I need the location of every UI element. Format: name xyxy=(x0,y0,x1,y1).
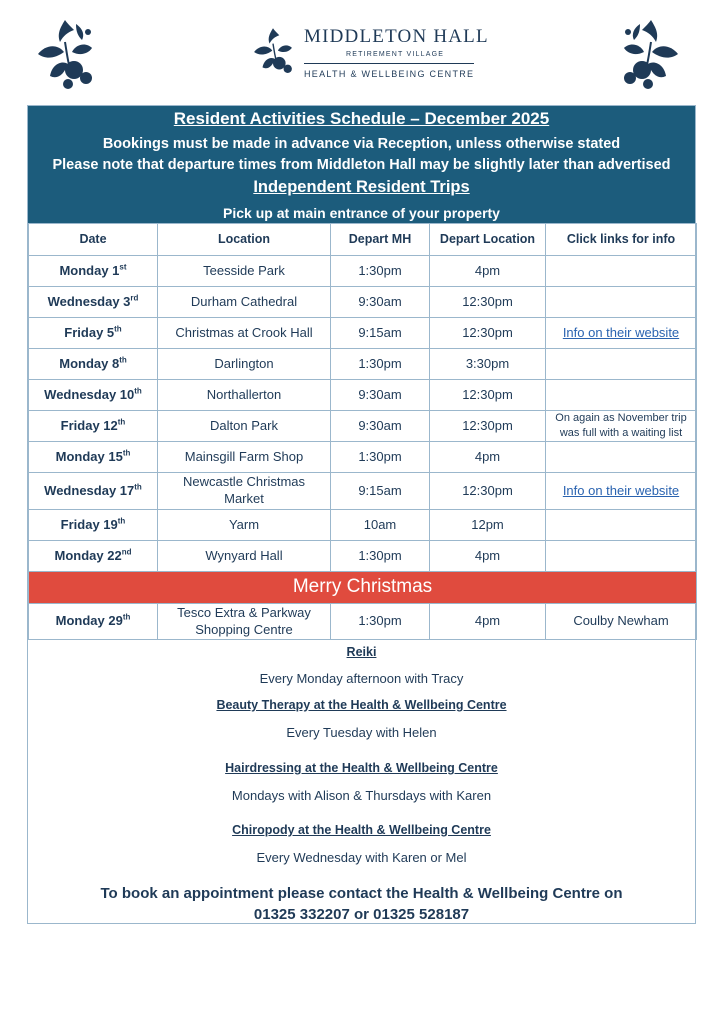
date-cell: Wednesday 10th xyxy=(29,380,158,411)
date-cell: Friday 19th xyxy=(29,510,158,541)
column-header: Location xyxy=(158,224,331,256)
date-cell: Friday 12th xyxy=(29,411,158,442)
depart-mh-cell: 1:30pm xyxy=(331,442,430,473)
location-cell: Teesside Park xyxy=(158,256,331,287)
leaf-emblem-icon xyxy=(616,14,686,94)
brand-name: MIDDLETON HALL xyxy=(304,26,489,47)
info-cell xyxy=(546,349,697,380)
table-row xyxy=(29,380,697,411)
trips-table xyxy=(28,223,697,640)
christmas-banner-row xyxy=(29,572,697,604)
website-link[interactable]: Info on their website xyxy=(546,318,697,349)
leaf-emblem-icon xyxy=(30,14,100,94)
info-cell xyxy=(546,442,697,473)
location-cell: Yarm xyxy=(158,510,331,541)
location-cell: Newcastle Christmas Market xyxy=(158,473,331,510)
depart-mh-cell: 10am xyxy=(331,510,430,541)
depart-mh-cell: 9:15am xyxy=(331,473,430,510)
booking-line: To book an appointment please contact the Health & Wellbeing Centre on xyxy=(100,885,623,902)
column-header: Date xyxy=(29,224,158,256)
depart-location-cell: 12:30pm xyxy=(430,380,546,411)
column-header: Depart Location xyxy=(430,224,546,256)
trips-heading: Independent Resident Trips xyxy=(253,178,470,196)
location-cell: Christmas at Crook Hall xyxy=(158,318,331,349)
beauty-heading: Beauty Therapy at the Health & Wellbeing Centre xyxy=(216,698,507,712)
depart-location-cell: 3:30pm xyxy=(430,349,546,380)
reiki-text: Every Monday afternoon with Tracy xyxy=(259,671,464,686)
leaf-emblem-icon xyxy=(246,24,300,80)
table-row xyxy=(29,473,697,510)
beauty-text: Every Tuesday with Helen xyxy=(286,725,437,740)
depart-location-cell: 4pm xyxy=(430,541,546,572)
depart-location-cell: 12:30pm xyxy=(430,473,546,510)
table-header-row xyxy=(29,224,697,256)
chiropody-text: Every Wednesday with Karen or Mel xyxy=(256,850,467,865)
table-row xyxy=(29,256,697,287)
depart-mh-cell: 1:30pm xyxy=(331,349,430,380)
depart-location-cell: 12:30pm xyxy=(430,287,546,318)
depart-mh-cell: 9:30am xyxy=(331,380,430,411)
depart-location-cell: 12:30pm xyxy=(430,318,546,349)
depart-location-cell: 12:30pm xyxy=(430,411,546,442)
website-link[interactable]: Info on their website xyxy=(546,473,697,510)
table-row xyxy=(29,287,697,318)
brand-divider xyxy=(304,63,474,64)
booking-phones: 01325 332207 or 01325 528187 xyxy=(253,906,470,923)
depart-mh-cell: 9:30am xyxy=(331,411,430,442)
location-cell: Tesco Extra & Parkway Shopping Centre xyxy=(158,604,331,640)
table-row xyxy=(29,349,697,380)
hairdressing-heading: Hairdressing at the Health & Wellbeing Centre xyxy=(225,761,498,775)
location-cell: Wynyard Hall xyxy=(158,541,331,572)
depart-mh-cell: 9:15am xyxy=(331,318,430,349)
column-header: Depart MH xyxy=(331,224,430,256)
depart-mh-cell: 1:30pm xyxy=(331,541,430,572)
info-cell xyxy=(546,287,697,318)
date-cell: Wednesday 17th xyxy=(29,473,158,510)
info-cell xyxy=(546,380,697,411)
location-cell: Northallerton xyxy=(158,380,331,411)
depart-location-cell: 4pm xyxy=(430,442,546,473)
depart-mh-cell: 1:30pm xyxy=(331,604,430,640)
date-cell: Monday 22nd xyxy=(29,541,158,572)
location-cell: Durham Cathedral xyxy=(158,287,331,318)
brand-subtitle: RETIREMENT VILLAGE xyxy=(346,51,445,58)
page-title: Resident Activities Schedule – December 2025 xyxy=(173,109,550,128)
info-cell xyxy=(546,541,697,572)
depart-mh-cell: 1:30pm xyxy=(331,256,430,287)
table-row xyxy=(29,318,697,349)
brand-centre: HEALTH & WELLBEING CENTRE xyxy=(304,69,475,79)
schedule-header xyxy=(28,106,695,223)
location-cell: Mainsgill Farm Shop xyxy=(158,442,331,473)
date-cell: Friday 5th xyxy=(29,318,158,349)
date-cell: Monday 29th xyxy=(29,604,158,640)
column-header: Click links for info xyxy=(546,224,697,256)
info-cell xyxy=(546,510,697,541)
booking-note: Bookings must be made in advance via Reception, unless otherwise stated xyxy=(102,136,621,152)
pickup-note: Pick up at main entrance of your property xyxy=(223,205,500,221)
christmas-banner: Merry Christmas xyxy=(29,572,697,604)
info-note-cell: On again as November trip was full with a waiting list xyxy=(546,411,697,442)
date-cell: Monday 1st xyxy=(29,256,158,287)
table-row xyxy=(29,510,697,541)
reiki-heading: Reiki xyxy=(346,645,377,659)
hairdressing-text: Mondays with Alison & Thursdays with Karen xyxy=(231,788,492,803)
location-cell: Dalton Park xyxy=(158,411,331,442)
chiropody-heading: Chiropody at the Health & Wellbeing Centre xyxy=(232,823,491,837)
info-cell xyxy=(546,256,697,287)
departure-note: Please note that departure times from Middleton Hall may be slightly later than advertised xyxy=(52,157,671,173)
date-cell: Monday 8th xyxy=(29,349,158,380)
table-row xyxy=(29,442,697,473)
brand-logo xyxy=(246,24,489,84)
info-cell: Coulby Newham xyxy=(546,604,697,640)
table-row xyxy=(29,541,697,572)
depart-location-cell: 4pm xyxy=(430,256,546,287)
table-row xyxy=(29,411,697,442)
depart-location-cell: 12pm xyxy=(430,510,546,541)
location-cell: Darlington xyxy=(158,349,331,380)
depart-location-cell: 4pm xyxy=(430,604,546,640)
table-row xyxy=(29,604,697,640)
date-cell: Wednesday 3rd xyxy=(29,287,158,318)
date-cell: Monday 15th xyxy=(29,442,158,473)
depart-mh-cell: 9:30am xyxy=(331,287,430,318)
